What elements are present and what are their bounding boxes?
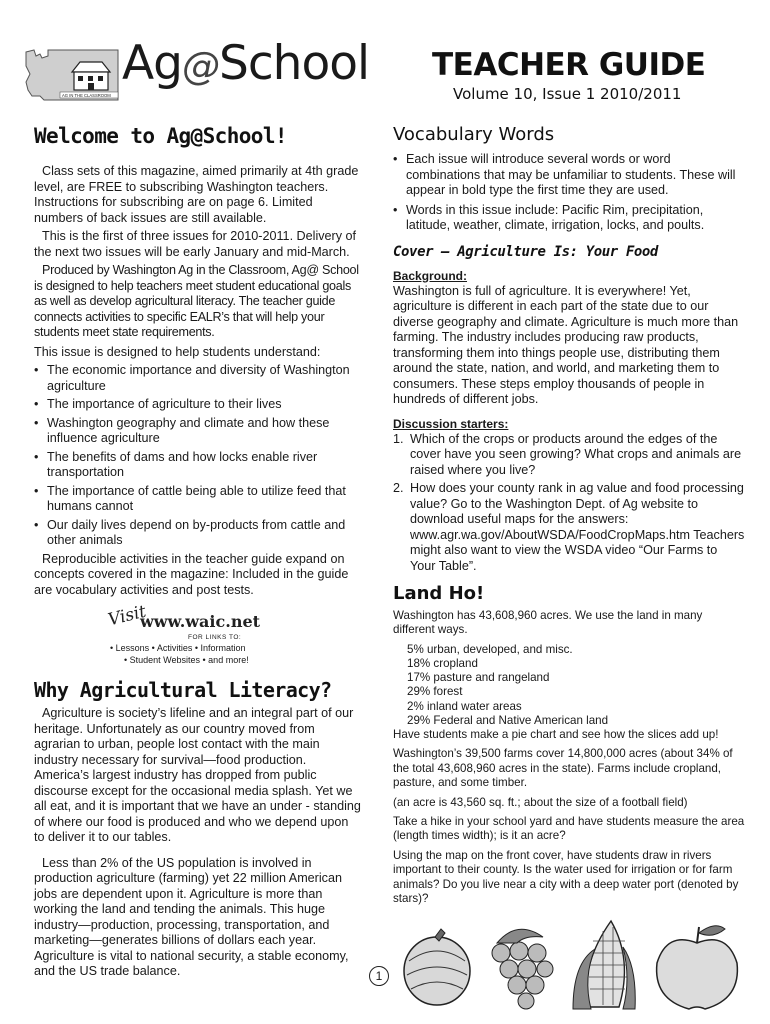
cover-heading: Cover – Agriculture Is: Your Food xyxy=(393,243,658,260)
list-item: 18% cropland xyxy=(407,657,478,671)
list-item: • The importance of agriculture to their lives xyxy=(34,397,362,413)
visit-label: Visit xyxy=(106,601,149,631)
logo-ag: Ag xyxy=(122,36,182,91)
question-text: How does your county rank in ag value and food processing value? Go to the Washington Dept. of Ag website to download useful maps for the answers: www.agr.wa.gov/AboutWSDA/FoodCropMaps.htm Teachers might also want to view the WSDA video “Our Farms to Your Table”. xyxy=(410,481,745,573)
volume-issue: Volume 10, Issue 1 2010/2011 xyxy=(453,85,682,103)
literacy-heading: Why Agricultural Literacy? xyxy=(34,678,332,702)
welcome-paragraph: Reproducible activities in the teacher guide expand on concepts covered in the magazine: Included in the guide are vocabulary activities and post tests. xyxy=(34,551,349,597)
literacy-paragraph: Less than 2% of the US population is involved in production agriculture (farming) yet 22 million American jobs are dependent upon it. Agriculture is more than working the land and tending the animals. This huge industry—production, processing, transportation, and marketing—generates billions of dollars each year. Agriculture is vital to national security, a stable economy, and the US trade balance. xyxy=(34,855,349,978)
farms-paragraph: Washington’s 39,500 farms cover 14,800,000 acres (about 34% of the total 43,608,960 acres in the state). Farms include cropland, pasture, and some timber. xyxy=(393,747,733,790)
list-item: • Washington geography and climate and how these influence agriculture xyxy=(34,416,362,447)
list-item: • Each issue will introduce several words or word combinations that may be unfamiliar to students. These will appear in bold type the first time they are used. xyxy=(393,152,745,199)
squash-icon xyxy=(404,929,470,1005)
welcome-paragraph: This issue is designed to help students understand: xyxy=(34,344,321,359)
list-item: 5% urban, developed, and misc. xyxy=(407,642,573,656)
welcome-paragraph: Produced by Washington Ag in the Classroom, Ag@ School is designed to help teachers meet student educational goals as well as develop agricultural literacy. The teacher guide connects activities to specific EALR’s that will help your students meet state requirements. xyxy=(34,263,359,339)
logo-school: School xyxy=(219,36,370,91)
for-links-label: FOR LINKS TO: xyxy=(188,634,242,641)
page-number: 1 xyxy=(369,966,389,986)
background-label: Background: xyxy=(393,268,468,283)
vocabulary-heading: Vocabulary Words xyxy=(393,124,555,145)
list-item: 29% Federal and Native American land xyxy=(407,713,609,727)
question-number: 1. xyxy=(393,431,404,446)
background-paragraph: Washington is full of agriculture. It is everywhere! Yet, agriculture is different in each part of the state due to our diverse geography and climate. Agriculture is much more than farming. The industry includes producing raw products, transforming them into things people use, distributing them around the state, nation, and world, and marketing them to consumers. These steps employ thousands of people in hundreds of different jobs. xyxy=(393,283,739,406)
welcome-paragraph: This is the first of three issues for 2010-2011. Delivery of the next two issues will be early January and mid-March. xyxy=(34,229,357,259)
discussion-question xyxy=(393,432,745,479)
svg-text:AG IN THE CLASSROOM: AG IN THE CLASSROOM xyxy=(62,93,111,98)
list-item: 17% pasture and rangeland xyxy=(407,671,550,685)
list-item: • Our daily lives depend on by-products from cattle and other animals xyxy=(34,518,362,549)
header xyxy=(0,0,770,118)
discussion-label: Discussion starters: xyxy=(393,416,509,431)
list-item: • Words in this issue include: Pacific Rim, precipitation, latitude, weather, climate, irrigation, locks, and poults. xyxy=(393,203,745,234)
hike-activity: Take a hike in your school yard and have students measure the area (length times width); is it an acre? xyxy=(393,815,745,843)
land-heading: Land Ho! xyxy=(393,583,485,604)
acre-note: (an acre is 43,560 sq. ft.; about the size of a football field) xyxy=(393,795,688,809)
discussion-question xyxy=(393,481,745,574)
list-item: • The benefits of dams and how locks enable river transportation xyxy=(34,450,362,481)
list-item: • The economic importance and diversity of Washington agriculture xyxy=(34,363,362,394)
links-list: • Student Websites • and more! xyxy=(124,655,249,665)
welcome-heading: Welcome to Ag@School! xyxy=(34,124,287,148)
list-item: 2% inland water areas xyxy=(407,699,522,713)
food-illustrations xyxy=(397,913,745,1013)
corn-icon xyxy=(573,921,635,1009)
left-column xyxy=(34,122,362,980)
list-item: 29% forest xyxy=(407,685,463,699)
guide-title: TEACHER GUIDE xyxy=(432,47,706,83)
grapes-icon xyxy=(492,929,553,1009)
question-number: 2. xyxy=(393,481,404,495)
pie-chart-prompt: Have students make a pie chart and see how the slices add up! xyxy=(393,728,719,742)
understanding-list xyxy=(34,363,362,549)
links-list: • Lessons • Activities • Information xyxy=(110,643,246,653)
right-column xyxy=(393,122,745,907)
question-text: Which of the crops or products around the edges of the cover have you seen growing? What crops and animals are raised where you live? xyxy=(410,431,742,477)
land-use-list xyxy=(393,643,745,728)
magazine-logo xyxy=(122,34,369,96)
logo-at: @ xyxy=(182,44,219,88)
waic-website-promo[interactable] xyxy=(106,601,288,665)
land-intro: Washington has 43,608,960 acres. We use the land in many different ways. xyxy=(393,609,703,637)
map-activity: Using the map on the front cover, have students draw in rivers important to their county. Is the water used for irrigation or for farm animals? Do you live near a city with a deep water port (denoted by stars)? xyxy=(393,848,739,906)
literacy-paragraph: Agriculture is society’s lifeline and an integral part of our heritage. Unfortunately as our country moved from agrarian to urban, people lost contact with the main industry necessary for survival—food production. America’s largest industry has dropped from public discourse except for the occasional media splash. Yet we all eat, and it is important that we have an under - standing of where our food is produced and who we depend upon to deliver it to our tables. xyxy=(34,706,361,844)
welcome-paragraph: Class sets of this magazine, aimed primarily at 4th grade level, are FREE to subscribing Washington teachers. Instructions for subscribing are on page 6. Limited numbers of back issues are still available. xyxy=(34,164,359,225)
washington-state-logo-icon xyxy=(22,46,122,102)
waic-url-link[interactable]: www.waic.net xyxy=(140,612,261,631)
apple-icon xyxy=(657,926,738,1009)
list-item: • The importance of cattle being able to utilize feed that humans cannot xyxy=(34,484,362,515)
